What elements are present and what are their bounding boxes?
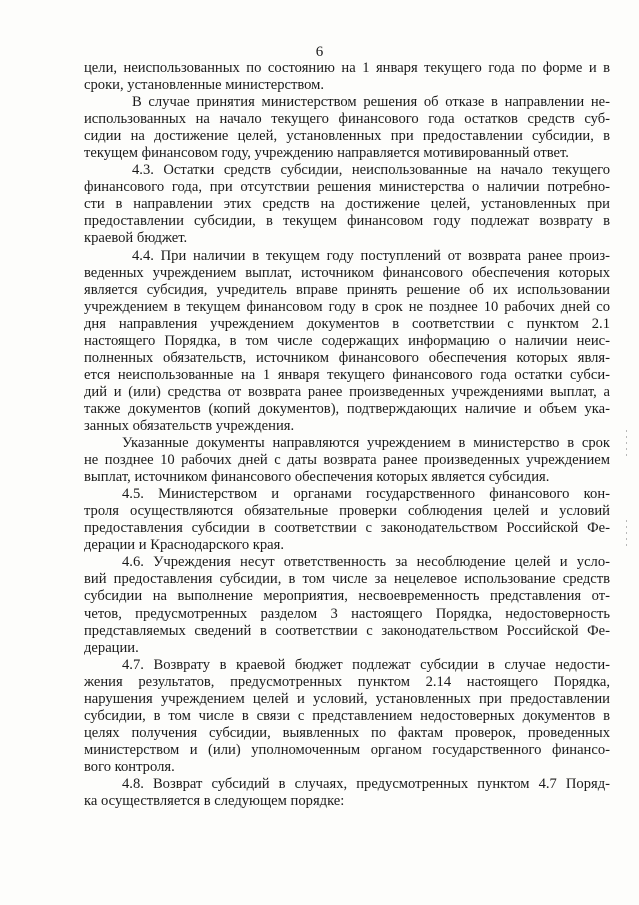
text-line: дня направления учреждением документов в соответствии с пунктом 2.1 <box>84 315 610 332</box>
text-line: субсидии на выполнение мероприятия, несвоевременность представления от- <box>84 588 610 605</box>
text-line: предоставления субсидии в соответствии с законодательством Российской Фе- <box>84 520 610 537</box>
text-line: 4.5. Министерством и органами государственного финансового кон- <box>122 486 610 503</box>
text-line: субсидии, в том числе в связи с представлением недостоверных документов в <box>84 707 610 724</box>
scan-edge-mark <box>626 430 627 460</box>
text-line: 4.8. Возврат субсидий в случаях, предусмотренных пунктом 4.7 Поряд- <box>122 775 610 792</box>
text-line: нарушения учреждением целей и условий, установленных при предоставлении <box>84 690 610 707</box>
body-text <box>84 60 610 810</box>
text-line: краевой бюджет. <box>84 230 188 247</box>
page-number: 6 <box>315 44 324 60</box>
text-line: является субсидия, учредитель вправе принять решение об их использовании <box>84 281 610 298</box>
text-line: целях получения субсидии, выявленных по фактам проверок, проведенных <box>84 724 610 741</box>
text-line: 4.4. При наличии в текущем году поступлений от возврата ранее произ- <box>132 247 610 264</box>
text-line: использованных на начало текущего финансового года остатков средств суб- <box>84 111 610 128</box>
text-line: дий и (или) средства от возврата ранее произведенных учреждениями выплат, а <box>84 383 610 400</box>
text-line: В случае принятия министерством решения об отказе в направлении не- <box>132 94 610 111</box>
text-line: Указанные документы направляются учреждением в министерство в срок <box>122 435 610 452</box>
text-line: текущем финансовом году, учреждению направляется мотивированный ответ. <box>84 145 569 162</box>
text-line: также документов (копий документов), подтверждающих наличие и объем ука- <box>84 400 610 417</box>
text-line: вого контроля. <box>84 758 175 775</box>
text-line: вий предоставления субсидии, в том числе за нецелевое использование средств <box>84 571 610 588</box>
text-line: четов, предусмотренных разделом 3 настоящего Порядка, недостоверность <box>84 605 610 622</box>
text-line: жения результатов, предусмотренных пунктом 2.14 настоящего Порядка, <box>84 673 610 690</box>
text-line: ется неиспользованные на 1 января текущего финансового года остатки субси- <box>84 366 610 383</box>
text-line: финансового года, при отсутствии решения министерства о наличии потребно- <box>84 179 610 196</box>
text-line: 4.7. Возврату в краевой бюджет подлежат субсидии в случае недости- <box>122 656 610 673</box>
text-line: сроки, установленные министерством. <box>84 77 325 94</box>
text-line: предоставлении субсидии, в текущем финансовом году подлежат возврату в <box>84 213 610 230</box>
text-line: 4.6. Учреждения несут ответственность за несоблюдение целей и усло- <box>122 554 610 571</box>
text-line: 4.3. Остатки средств субсидии, неиспользованные на начало текущего <box>132 162 610 179</box>
text-line: учреждением в текущем финансовом году в срок не позднее 10 рабочих дней со <box>84 298 610 315</box>
text-line: полненных обязательств, источником финансового обеспечения которых явля- <box>84 349 610 366</box>
text-line: не позднее 10 рабочих дней с даты возврата ранее произведенных учреждением <box>84 452 610 469</box>
text-line: цели, неиспользованных по состоянию на 1 января текущего года по форме и в <box>84 60 610 76</box>
scan-edge-mark <box>626 520 627 548</box>
text-line: веденных учреждением выплат, источником финансового обеспечения которых <box>84 264 610 281</box>
text-line: настоящего Порядка, в том числе содержащих информацию о наличии неис- <box>84 332 610 349</box>
text-line: троля осуществляются обязательные проверки соблюдения целей и условий <box>84 503 610 520</box>
text-line: ка осуществляется в следующем порядке: <box>84 793 345 810</box>
text-line: дерации и Краснодарского края. <box>84 537 285 554</box>
text-line: дерации. <box>84 639 139 656</box>
text-line: сидии на достижение целей, установленных при предоставлении субсидии, в <box>84 128 610 145</box>
text-line: занных обязательств учреждения. <box>84 417 295 434</box>
text-line: министерством и (или) уполномоченным органом государственного финансо- <box>84 741 610 758</box>
text-line: выплат, источником финансового обеспечения которых является субсидия. <box>84 469 550 486</box>
text-line: сти в направлении этих средств на достижение целей, установленных при <box>84 196 610 213</box>
text-line: представляемых сведений в соответствии с законодательством Российской Фе- <box>84 622 610 639</box>
